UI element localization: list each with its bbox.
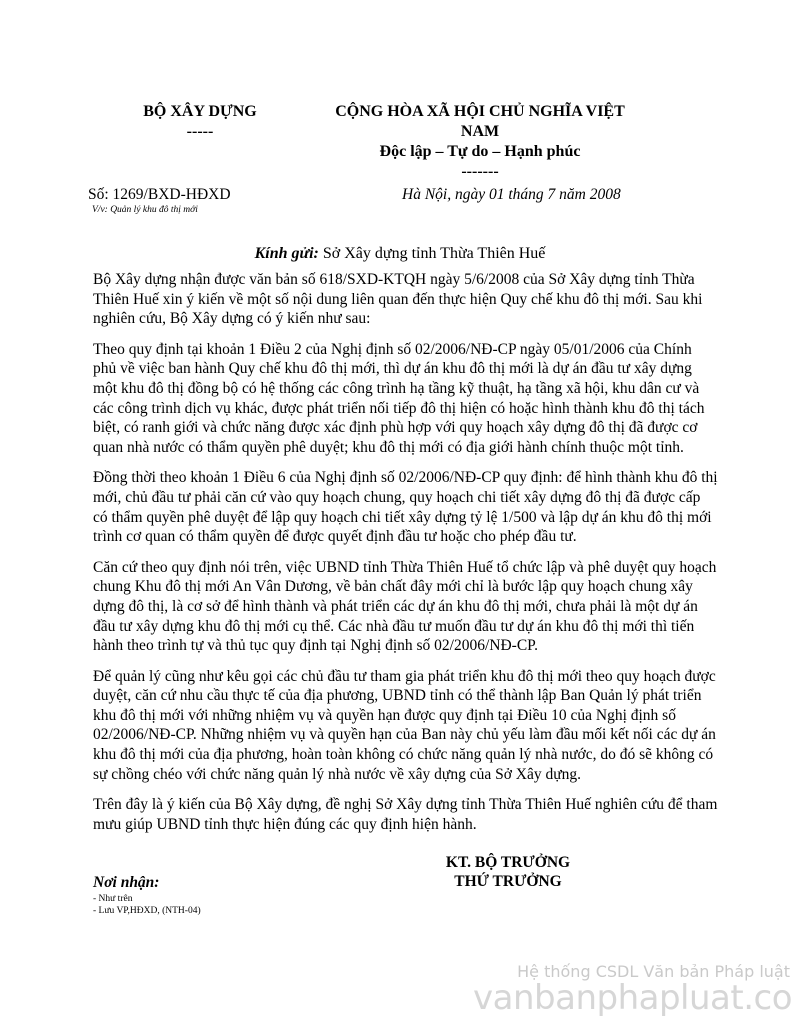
- recipients-list: [93, 893, 201, 917]
- body-paragraph: Trên đây là ý kiến của Bộ Xây dựng, đề nghị Sở Xây dựng tỉnh Thừa Thiên Huế nghiên cứu để tham mưu giúp UBND tỉnh thực hiện đúng các quy định hiện hành.: [93, 796, 718, 833]
- motto-separator: -------: [461, 163, 499, 180]
- document-number: Số: 1269/BXD-HĐXD: [88, 186, 231, 203]
- signature-title-line2: THỨ TRƯỞNG: [454, 873, 562, 890]
- country-name-line1: CỘNG HÒA XÃ HỘI CHỦ NGHĨA VIỆT: [335, 103, 625, 120]
- addressee-line: [0, 245, 800, 263]
- issuing-agency-block: [100, 102, 300, 142]
- signature-title-line1: KT. BỘ TRƯỞNG: [445, 854, 571, 871]
- recipient-item: - Lưu VP,HĐXD, (NTH-04): [93, 906, 201, 916]
- signature-block: [408, 853, 608, 891]
- document-date: Hà Nội, ngày 01 tháng 7 năm 2008: [402, 186, 621, 203]
- document-body: [93, 270, 718, 845]
- country-name-line2: NAM: [460, 123, 500, 140]
- issuing-agency: BỘ XÂY DỰNG: [143, 103, 257, 120]
- recipients-title: Nơi nhận:: [93, 874, 160, 891]
- body-paragraph: Đồng thời theo khoản 1 Điều 6 của Nghị định số 02/2006/NĐ-CP quy định: để hình thành khu đô thị mới, chủ đầu tư phải căn cứ vào quy hoạch chung, quy hoạch chi tiết xây dựng đô thị đã được cấp có thẩm quyền phê duyệt để lập quy hoạch chi tiết xây dựng tỷ lệ 1/500 và lập dự án khu đô thị mới trình cơ quan có thẩm quyền để được quyết định đầu tư hoặc cho phép đầu tư.: [93, 469, 718, 546]
- agency-separator: -----: [186, 123, 214, 140]
- watermark-site: vanbanphapluat.co: [473, 978, 792, 1018]
- national-title-block: [300, 102, 660, 182]
- body-paragraph: Để quản lý cũng như kêu gọi các chủ đầu tư tham gia phát triển khu đô thị mới theo quy hoạch được duyệt, căn cứ nhu cầu thực tế của địa phương, UBND tỉnh có thể thành lập Ban Quản lý phát triển khu đô thị mới với những nhiệm vụ và quyền hạn được quy định tại Điều 10 của Nghị định số 02/2006/NĐ-CP. Những nhiệm vụ và quyền hạn của Ban này chủ yếu làm đầu mối kết nối các dự án khu đô thị mới của địa phương, hoàn toàn không có chức năng quản lý nhà nước, do đó sẽ không có sự chồng chéo với chức năng quản lý nhà nước về xây dựng của Sở Xây dựng.: [93, 667, 716, 783]
- document-subject: V/v: Quản lý khu đô thị mới: [92, 205, 198, 215]
- addressee-label: Kính gửi:: [254, 245, 319, 262]
- addressee-name: Sở Xây dựng tỉnh Thừa Thiên Huế: [318, 245, 546, 262]
- motto: Độc lập – Tự do – Hạnh phúc: [379, 143, 581, 160]
- body-paragraph: Theo quy định tại khoản 1 Điều 2 của Nghị định số 02/2006/NĐ-CP ngày 05/01/2006 của Chính phủ về việc ban hành Quy chế khu đô thị mới, thì dự án khu đô thị mới là dự án đầu tư xây dựng một khu đô thị đồng bộ có hệ thống các công trình hạ tầng kỹ thuật, hạ tầng xã hội, khu dân cư và các công trình dịch vụ khác, được phát triển nối tiếp đô thị hiện có hoặc hình thành khu đô thị tách biệt, có ranh giới và chức năng được xác định phù hợp với quy hoạch xây dựng đô thị đã được cơ quan nhà nước có thẩm quyền phê duyệt; khu đô thị mới có địa giới hành chính thuộc một tỉnh.: [93, 340, 705, 456]
- body-paragraph: Căn cứ theo quy định nói trên, việc UBND tỉnh Thừa Thiên Huế tổ chức lập và phê duyệt quy hoạch chung Khu đô thị mới An Vân Dương, về bản chất đây mới chỉ là bước lập quy hoạch chung xây dựng đô thị, là cơ sở để hình thành và phát triển các dự án khu đô thị mới, chưa phải là một dự án đầu tư xây dựng khu đô thị mới cụ thể. Các nhà đầu tư muốn đầu tư dự án khu đô thị mới thì tiến hành theo trình tự và thủ tục quy định tại Nghị định số 02/2006/NĐ-CP.: [93, 558, 717, 655]
- watermark-caption: Hệ thống CSDL Văn bản Pháp luật: [517, 962, 790, 981]
- body-paragraph: Bộ Xây dựng nhận được văn bản số 618/SXD-KTQH ngày 5/6/2008 của Sở Xây dựng tỉnh Thừa Thiên Huế xin ý kiến về một số nội dung liên quan đến thực hiện Quy chế khu đô thị mới. Sau khi nghiên cứu, Bộ Xây dựng có ý kiến như sau:: [93, 271, 703, 328]
- recipient-item: - Như trên: [93, 894, 133, 904]
